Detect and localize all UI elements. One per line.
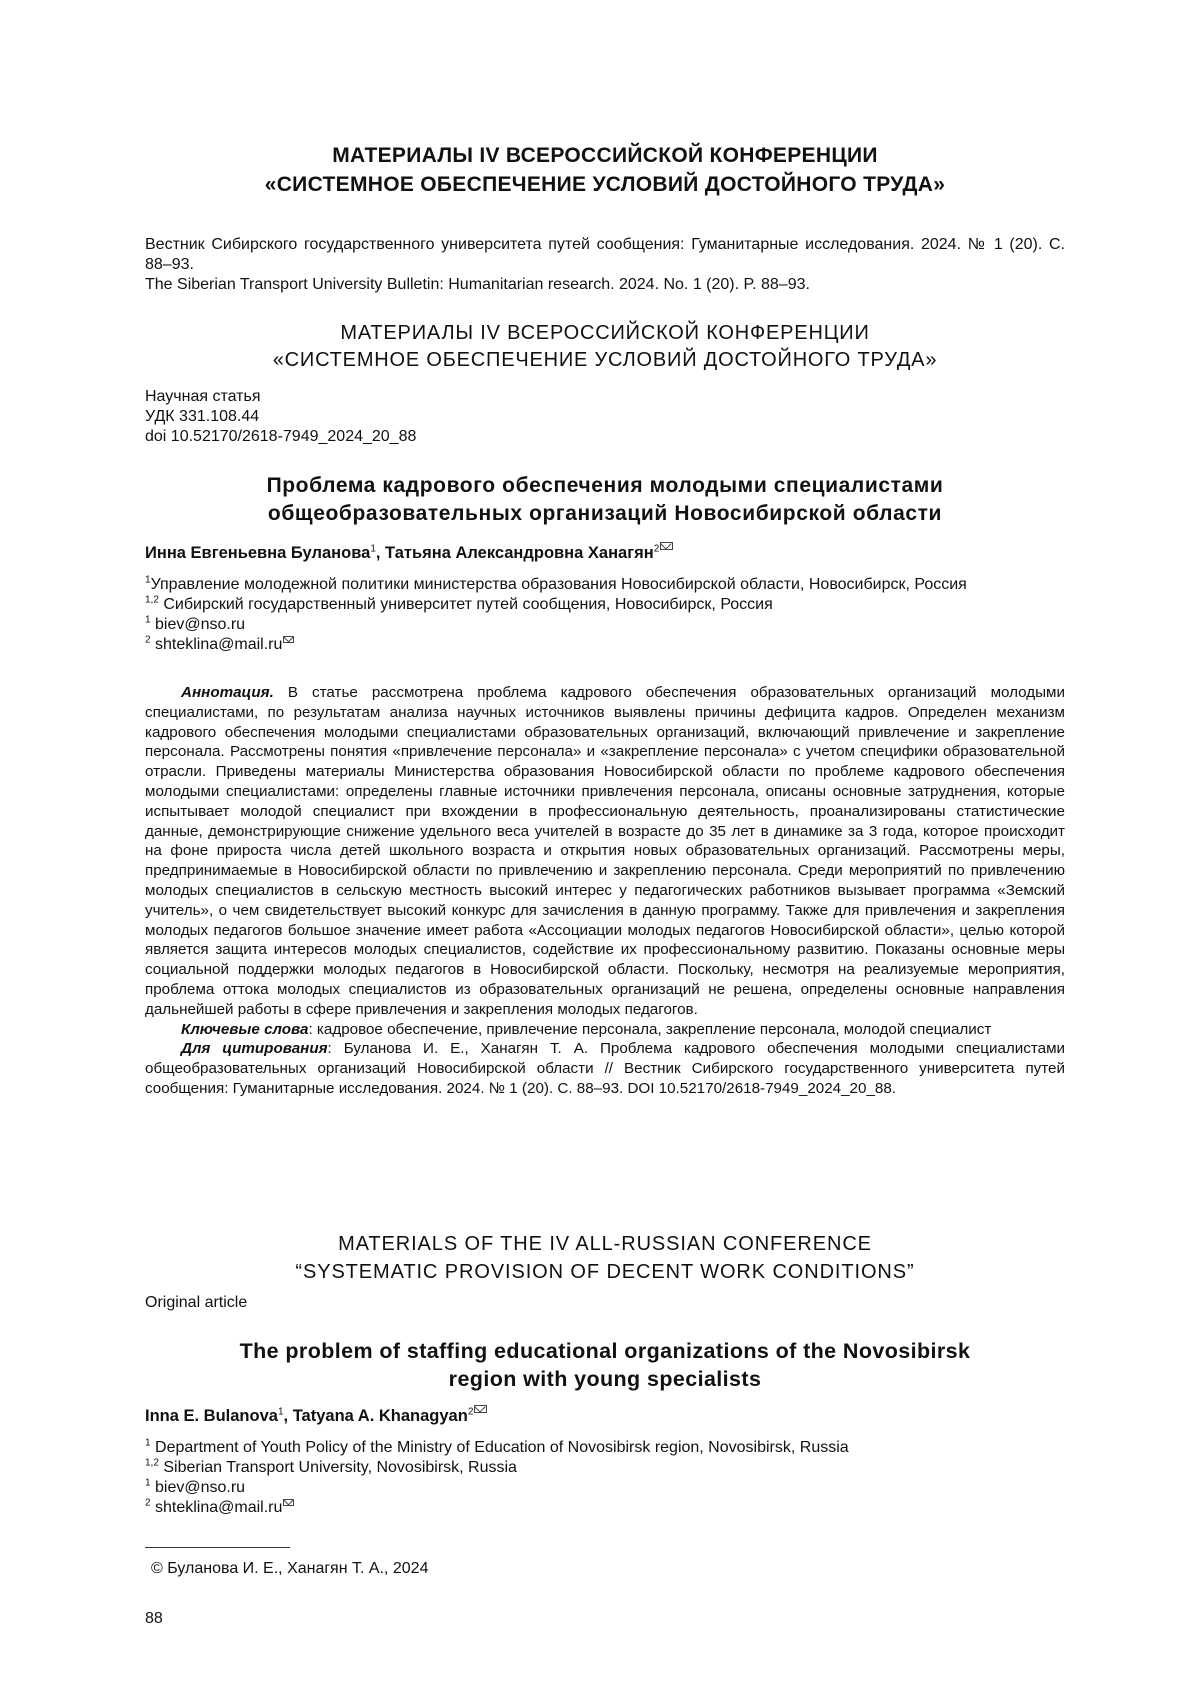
author-2-name-en: Tatyana A. Khanagyan: [293, 1407, 468, 1425]
affiliations-ru: [145, 575, 967, 655]
envelope-icon: [283, 636, 294, 643]
footnote-divider: [145, 1547, 290, 1548]
page-number: 88: [145, 1610, 163, 1628]
title-ru-line-2: общеобразовательных организаций Новосибирской области: [145, 500, 1065, 528]
conference-ru-line-1: МАТЕРИАЛЫ IV ВСЕРОССИЙСКОЙ КОНФЕРЕНЦИИ: [145, 320, 1065, 347]
conference-ru-line-2: «СИСТЕМНОЕ ОБЕСПЕЧЕНИЕ УСЛОВИЙ ДОСТОЙНОГО ТРУДА»: [145, 347, 1065, 374]
journal-reference-en: The Siberian Transport University Bulletin: Humanitarian research. 2024. No. 1 (20). P. 88–93.: [145, 275, 1065, 295]
citation-paragraph: [145, 1039, 1065, 1098]
header-line-2: «СИСТЕМНОЕ ОБЕСПЕЧЕНИЕ УСЛОВИЙ ДОСТОЙНОГО ТРУДА»: [145, 170, 1065, 199]
affiliation-line: 1 Department of Youth Policy of the Ministry of Education of Novosibirsk region, Novosibirsk, Russia: [145, 1438, 849, 1458]
affiliation-line: 1Управление молодежной политики министерства образования Новосибирской области, Новосибирск, Россия: [145, 575, 967, 595]
conference-heading-en: [145, 1230, 1065, 1286]
author-1-sup: 1: [370, 544, 376, 555]
email-line: 1 biev@nso.ru: [145, 615, 967, 635]
citation-text: : Буланова И. Е., Ханагян Т. А. Проблема кадрового обеспечения молодыми специалистами общеобразовательных организаций Новосибирской области // Вестник Сибирского государственного университета путей сообщения: Гуманитарные исследования. 2024. № 1 (20). С. 88–93. DOI 10.52170/2618-7949_2024_20_88.: [145, 1040, 1065, 1097]
title-en-line-1: The problem of staffing educational organizations of the Novosibirsk: [145, 1337, 1065, 1365]
running-header: [145, 141, 1065, 199]
author-1-name: Инна Евгеньевна Буланова: [145, 544, 370, 562]
abstract-paragraph: [145, 683, 1065, 1020]
abstract-block: [145, 683, 1065, 1099]
title-en-line-2: region with young specialists: [145, 1365, 1065, 1393]
author-2-name: Татьяна Александровна Ханагян: [385, 544, 654, 562]
affiliations-en: [145, 1438, 849, 1518]
affiliation-line: 1,2 Сибирский государственный университет путей сообщения, Новосибирск, Россия: [145, 595, 967, 615]
authors-separator: ,: [376, 544, 385, 562]
conference-heading-ru: [145, 320, 1065, 374]
keywords-text: : кадровое обеспечение, привлечение персонала, закрепление персонала, молодой специалист: [308, 1021, 991, 1038]
envelope-icon: [283, 1499, 294, 1506]
affiliation-line: 1,2 Siberian Transport University, Novosibirsk, Russia: [145, 1458, 849, 1478]
authors-en: [145, 1405, 487, 1426]
author-2-sup: 2: [468, 1407, 474, 1418]
envelope-icon: [660, 542, 673, 550]
article-title-en: [145, 1337, 1065, 1393]
envelope-icon: [474, 1405, 487, 1413]
email-line: 1 biev@nso.ru: [145, 1478, 849, 1498]
article-title-ru: [145, 472, 1065, 528]
copyright-notice: © Буланова И. Е., Ханагян Т. А., 2024: [151, 1560, 428, 1578]
conference-en-line-1: MATERIALS OF THE IV ALL-RUSSIAN CONFERENCE: [145, 1230, 1065, 1258]
authors-ru: [145, 542, 673, 563]
article-meta-ru: [145, 387, 416, 447]
author-2-sup: 2: [654, 544, 660, 555]
abstract-label: Аннотация.: [181, 684, 274, 701]
udk-code: УДК 331.108.44: [145, 407, 416, 427]
conference-en-line-2: “SYSTEMATIC PROVISION OF DECENT WORK CONDITIONS”: [145, 1258, 1065, 1286]
keywords-paragraph: [145, 1020, 1065, 1040]
author-1-sup: 1: [278, 1407, 284, 1418]
keywords-label: Ключевые слова: [181, 1021, 308, 1038]
journal-reference-ru: Вестник Сибирского государственного университета путей сообщения: Гуманитарные исследования. 2024. № 1 (20). С. 88–93.: [145, 235, 1065, 275]
abstract-text: В статье рассмотрена проблема кадрового обеспечения образовательных организаций молодыми специалистами, по результатам анализа научных источников выявлены причины дефицита кадров. Определен механизм кадрового обеспечения молодыми специалистами образовательных организаций, включающий привлечение и закрепление персонала. Рассмотрены понятия «привлечение персонала» и «закрепление персонала» с учетом специфики образовательной отрасли. Приведены материалы Министерства образования Новосибирской области по проблеме кадрового обеспечения молодыми специалистами: определены главные источники привлечения персонала, описаны основные затруднения, которые испытывает молодой специалист при вхождении в профессиональную деятельность, проанализированы статистические данные, демонстрирующие снижение удельного веса учителей в возрасте до 35 лет в динамике за 3 года, которое происходит на фоне прироста числа детей школьного возраста и открытия новых образовательных организаций. Рассмотрены меры, предпринимаемые в Новосибирской области по привлечению и закреплению персонала. Среди мероприятий по привлечению молодых специалистов в сельскую местность высокий интерес у педагогических работников вызывает программа «Земский учитель», о чем свидетельствует высокий конкурс для зачисления в данную программу. Также для привлечения и закрепления молодых педагогов большое значение имеет работа «Ассоциации молодых педагогов Новосибирской области», целью которой является защита интересов молодых специалистов, содействие их профессиональному развитию. Показаны основные меры социальной поддержки молодых педагогов в Новосибирской области. Поскольку, несмотря на реализуемые мероприятия, проблема оттока молодых специалистов из образовательных организаций не решена, определены основные направления дальнейшей работы в сфере привлечения и закрепления молодых педагогов.: [145, 684, 1065, 1018]
journal-reference: [145, 235, 1065, 295]
article-type-en: Original article: [145, 1294, 247, 1312]
doi: doi 10.52170/2618-7949_2024_20_88: [145, 427, 416, 447]
article-type: Научная статья: [145, 387, 416, 407]
citation-label: Для цитирования: [181, 1040, 328, 1057]
email-line: 2 shteklina@mail.ru: [145, 1498, 849, 1518]
authors-separator: ,: [284, 1407, 293, 1425]
header-line-1: МАТЕРИАЛЫ IV ВСЕРОССИЙСКОЙ КОНФЕРЕНЦИИ: [145, 141, 1065, 170]
email-line: 2 shteklina@mail.ru: [145, 635, 967, 655]
author-1-name-en: Inna E. Bulanova: [145, 1407, 278, 1425]
title-ru-line-1: Проблема кадрового обеспечения молодыми специалистами: [145, 472, 1065, 500]
paper-page: [145, 0, 1065, 1697]
